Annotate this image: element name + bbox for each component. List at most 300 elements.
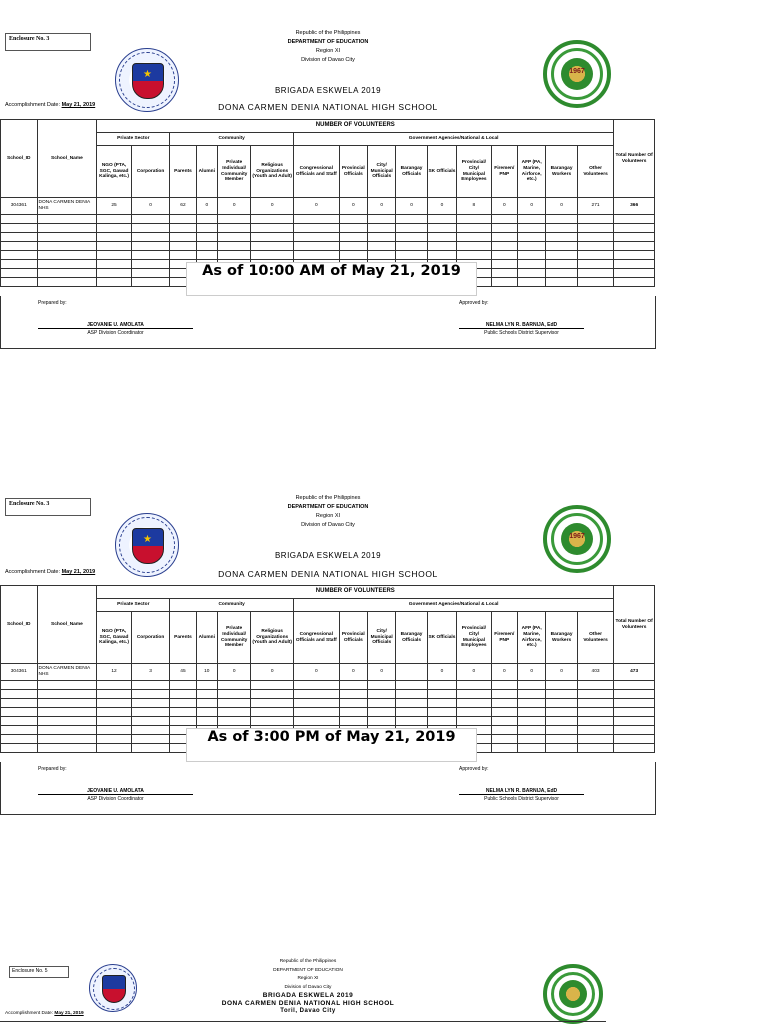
- cell-value: 0: [491, 198, 517, 215]
- seal-year: 1967: [569, 68, 585, 75]
- cell-value: 0: [517, 198, 545, 215]
- table-row: [1, 699, 655, 708]
- empty-cell: [196, 224, 217, 233]
- col-ngo: NGO (PTA, SGC, Gawad Kalinga, etc.): [97, 146, 131, 198]
- table-row: [1, 717, 655, 726]
- cell-value: 0: [491, 664, 517, 681]
- empty-cell: [293, 224, 339, 233]
- empty-cell: [614, 708, 655, 717]
- empty-cell: [517, 708, 545, 717]
- empty-cell: [131, 251, 170, 260]
- empty-cell: [293, 251, 339, 260]
- empty-cell: [170, 717, 196, 726]
- cell-value: 0: [427, 198, 456, 215]
- empty-cell: [491, 699, 517, 708]
- empty-cell: [217, 242, 250, 251]
- accomplishment-date: [5, 1011, 84, 1016]
- table-row: [1, 664, 655, 681]
- col-prov-emp: Provincial/ City/ Municipal Employees: [457, 146, 491, 198]
- empty-cell: [196, 699, 217, 708]
- acc-date-label: Accomplishment Date:: [5, 1011, 53, 1016]
- empty-cell: [131, 215, 170, 224]
- empty-cell: [37, 708, 97, 717]
- table-row: [1, 681, 655, 690]
- empty-cell: [97, 242, 131, 251]
- col-provincial: Provincial Officials: [339, 612, 367, 664]
- acc-date-label: Accomplishment Date:: [5, 102, 61, 108]
- school-title: DONA CARMEN DENIA NATIONAL HIGH SCHOOL: [218, 102, 438, 112]
- empty-cell: [37, 735, 97, 744]
- signature-footer: [0, 762, 656, 815]
- enclosure-label: Enclosure No. 3: [5, 33, 91, 51]
- empty-cell: [1, 251, 38, 260]
- table-row: [1, 708, 655, 717]
- empty-cell: [37, 744, 97, 753]
- col-firemen: Firemen/ PNP: [491, 146, 517, 198]
- cell-value: 0: [293, 198, 339, 215]
- empty-cell: [396, 717, 427, 726]
- col-school-name: School_Name: [37, 586, 97, 664]
- empty-cell: [196, 242, 217, 251]
- empty-cell: [457, 690, 491, 699]
- empty-cell: [396, 681, 427, 690]
- group-private: Private Sector: [97, 599, 170, 612]
- empty-cell: [293, 699, 339, 708]
- num-volunteers-heading: NUMBER OF VOLUNTEERS: [97, 586, 614, 599]
- empty-cell: [339, 242, 367, 251]
- acc-date-value: May 21, 2019: [54, 1011, 84, 1016]
- cell-value: 0: [251, 664, 294, 681]
- empty-cell: [427, 251, 456, 260]
- empty-cell: [97, 726, 131, 735]
- empty-cell: [546, 278, 577, 287]
- empty-cell: [517, 251, 545, 260]
- header-department: DEPARTMENT OF EDUCATION: [273, 967, 343, 973]
- col-total: Total Number Of Volunteers: [614, 586, 655, 664]
- empty-cell: [491, 735, 517, 744]
- empty-cell: [131, 269, 170, 278]
- empty-cell: [339, 717, 367, 726]
- empty-cell: [37, 215, 97, 224]
- empty-cell: [546, 726, 577, 735]
- empty-cell: [97, 681, 131, 690]
- empty-cell: [339, 699, 367, 708]
- empty-cell: [614, 699, 655, 708]
- empty-cell: [1, 726, 38, 735]
- empty-cell: [546, 681, 577, 690]
- empty-cell: [170, 708, 196, 717]
- cell-value: 473: [614, 664, 655, 681]
- acc-date-label: Accomplishment Date:: [5, 569, 61, 575]
- empty-cell: [37, 278, 97, 287]
- empty-cell: [396, 233, 427, 242]
- empty-cell: [614, 744, 655, 753]
- header-region: Region XI: [315, 513, 341, 519]
- empty-cell: [457, 681, 491, 690]
- empty-cell: [457, 699, 491, 708]
- preparer-name: JEOVANIE U. AMOLATA: [38, 322, 193, 329]
- empty-cell: [614, 269, 655, 278]
- school-address: Toril, Davao City: [280, 1008, 336, 1014]
- empty-cell: [293, 215, 339, 224]
- empty-cell: [367, 699, 395, 708]
- empty-cell: [367, 690, 395, 699]
- empty-cell: [217, 224, 250, 233]
- enclosure-label: Enclosure No. 3: [5, 498, 91, 516]
- empty-cell: [293, 717, 339, 726]
- empty-cell: [196, 717, 217, 726]
- empty-cell: [251, 690, 294, 699]
- empty-cell: [97, 744, 131, 753]
- empty-cell: [131, 242, 170, 251]
- prepared-by-label: Prepared by:: [38, 300, 67, 306]
- col-provincial: Provincial Officials: [339, 146, 367, 198]
- table-row: [1, 690, 655, 699]
- empty-cell: [577, 215, 614, 224]
- empty-cell: [427, 690, 456, 699]
- empty-cell: [457, 708, 491, 717]
- col-alumni: Alumni: [196, 146, 217, 198]
- empty-cell: [491, 690, 517, 699]
- header-department: DEPARTMENT OF EDUCATION: [287, 39, 369, 45]
- empty-cell: [491, 726, 517, 735]
- cell-value: 0: [457, 664, 491, 681]
- header-republic: Republic of the Philippines: [279, 959, 337, 964]
- empty-cell: [339, 215, 367, 224]
- col-congress: Congressional Officials and Staff: [293, 146, 339, 198]
- empty-cell: [577, 260, 614, 269]
- prepared-by-label: Prepared by:: [38, 766, 67, 772]
- group-community: Community: [170, 133, 294, 146]
- empty-cell: [37, 681, 97, 690]
- school-seal-icon: [543, 964, 603, 1024]
- empty-cell: [170, 215, 196, 224]
- approver-title: Public Schools District Supervisor: [484, 796, 559, 802]
- approver-title: Public Schools District Supervisor: [484, 330, 559, 336]
- empty-cell: [37, 690, 97, 699]
- group-community: Community: [170, 599, 294, 612]
- empty-cell: [1, 215, 38, 224]
- empty-cell: [396, 251, 427, 260]
- col-brgy-workers: Barangay Workers: [546, 612, 577, 664]
- empty-cell: [217, 690, 250, 699]
- empty-cell: [170, 242, 196, 251]
- approver-name: NELMA LYN R. BARNIJA, EdD: [459, 322, 584, 329]
- cell-value: 0: [517, 664, 545, 681]
- empty-cell: [614, 717, 655, 726]
- empty-cell: [251, 717, 294, 726]
- empty-cell: [577, 735, 614, 744]
- empty-cell: [396, 699, 427, 708]
- table-row: [1, 233, 655, 242]
- empty-cell: [491, 215, 517, 224]
- empty-cell: [491, 744, 517, 753]
- header-region: Region XI: [315, 48, 341, 54]
- empty-cell: [217, 233, 250, 242]
- empty-cell: [614, 260, 655, 269]
- empty-cell: [1, 717, 38, 726]
- empty-cell: [457, 224, 491, 233]
- empty-cell: [427, 708, 456, 717]
- empty-cell: [546, 242, 577, 251]
- empty-cell: [339, 690, 367, 699]
- school-seal-icon: [543, 40, 611, 108]
- empty-cell: [396, 224, 427, 233]
- empty-cell: [293, 708, 339, 717]
- empty-cell: [1, 269, 38, 278]
- empty-cell: [427, 233, 456, 242]
- col-sk: SK Officials: [427, 146, 456, 198]
- cell-school-name: DONA CARMEN DENIA NHS: [37, 664, 97, 681]
- empty-cell: [546, 269, 577, 278]
- empty-cell: [97, 708, 131, 717]
- header-division: Division of Davao City: [284, 984, 332, 990]
- empty-cell: [217, 681, 250, 690]
- empty-cell: [131, 260, 170, 269]
- empty-cell: [396, 242, 427, 251]
- empty-cell: [293, 242, 339, 251]
- empty-cell: [37, 233, 97, 242]
- empty-cell: [546, 251, 577, 260]
- empty-cell: [396, 690, 427, 699]
- approved-by-label: Approved by:: [459, 300, 489, 306]
- empty-cell: [97, 233, 131, 242]
- empty-cell: [131, 744, 170, 753]
- cell-value: 10: [196, 664, 217, 681]
- cell-school-name: DONA CARMEN DENIA NHS: [37, 198, 97, 215]
- cell-value: 0: [546, 664, 577, 681]
- empty-cell: [614, 242, 655, 251]
- empty-cell: [546, 717, 577, 726]
- empty-cell: [546, 224, 577, 233]
- empty-cell: [131, 278, 170, 287]
- empty-cell: [217, 708, 250, 717]
- empty-cell: [196, 251, 217, 260]
- cell-value: 0: [131, 198, 170, 215]
- empty-cell: [367, 251, 395, 260]
- cell-value: 0: [293, 664, 339, 681]
- empty-cell: [37, 726, 97, 735]
- empty-cell: [97, 269, 131, 278]
- col-brgy-workers: Barangay Workers: [546, 146, 577, 198]
- col-afp: AFP (PA, Marine, Airforce, etc.): [517, 612, 545, 664]
- empty-cell: [1, 681, 38, 690]
- empty-cell: [97, 690, 131, 699]
- cell-value: 0: [251, 198, 294, 215]
- empty-cell: [546, 744, 577, 753]
- cell-value: 0: [396, 198, 427, 215]
- cell-value: 12: [97, 664, 131, 681]
- empty-cell: [577, 717, 614, 726]
- col-congress: Congressional Officials and Staff: [293, 612, 339, 664]
- empty-cell: [1, 735, 38, 744]
- empty-cell: [1, 699, 38, 708]
- empty-cell: [367, 717, 395, 726]
- empty-cell: [491, 708, 517, 717]
- empty-cell: [217, 215, 250, 224]
- cell-value: 0: [217, 198, 250, 215]
- empty-cell: [546, 690, 577, 699]
- cell-value: 403: [577, 664, 614, 681]
- acc-date-value: May 21, 2019: [61, 569, 96, 575]
- empty-cell: [37, 717, 97, 726]
- header-region: Region XI: [297, 976, 319, 981]
- empty-cell: [614, 251, 655, 260]
- empty-cell: [517, 690, 545, 699]
- empty-cell: [196, 681, 217, 690]
- empty-cell: [97, 260, 131, 269]
- cell-value: 0: [367, 198, 395, 215]
- col-corp: Corporation: [131, 146, 170, 198]
- empty-cell: [170, 690, 196, 699]
- empty-cell: [367, 233, 395, 242]
- form-title: BRIGADA ESKWELA 2019: [274, 86, 382, 95]
- empty-cell: [339, 251, 367, 260]
- empty-cell: [37, 269, 97, 278]
- table-row: [1, 215, 655, 224]
- empty-cell: [491, 224, 517, 233]
- empty-cell: [131, 681, 170, 690]
- empty-cell: [577, 726, 614, 735]
- col-city: City/ Municipal Officials: [367, 146, 395, 198]
- empty-cell: [131, 224, 170, 233]
- empty-cell: [577, 251, 614, 260]
- empty-cell: [37, 251, 97, 260]
- empty-cell: [170, 224, 196, 233]
- num-volunteers-heading: NUMBER OF VOLUNTEERS: [97, 120, 614, 133]
- approved-by-label: Approved by:: [459, 766, 489, 772]
- cell-value: 0: [546, 198, 577, 215]
- empty-cell: [491, 260, 517, 269]
- empty-cell: [457, 215, 491, 224]
- header-division: Division of Davao City: [301, 522, 355, 528]
- empty-cell: [97, 224, 131, 233]
- col-parents: Parents: [170, 612, 196, 664]
- empty-cell: [517, 735, 545, 744]
- empty-cell: [97, 699, 131, 708]
- empty-cell: [517, 224, 545, 233]
- empty-cell: [1, 690, 38, 699]
- empty-cell: [170, 699, 196, 708]
- cell-value: 45: [170, 664, 196, 681]
- empty-cell: [427, 224, 456, 233]
- empty-cell: [577, 681, 614, 690]
- school-seal-icon: [543, 505, 611, 573]
- empty-cell: [339, 224, 367, 233]
- empty-cell: [37, 260, 97, 269]
- empty-cell: [517, 269, 545, 278]
- empty-cell: [196, 708, 217, 717]
- col-other: Other Volunteers: [577, 612, 614, 664]
- empty-cell: [457, 233, 491, 242]
- empty-cell: [546, 699, 577, 708]
- group-govt: Government Agencies/National & Local: [293, 599, 613, 612]
- empty-cell: [577, 699, 614, 708]
- cell-value: 25: [97, 198, 131, 215]
- empty-cell: [97, 735, 131, 744]
- form-title: BRIGADA ESKWELA 2019: [274, 551, 382, 560]
- empty-cell: [396, 215, 427, 224]
- empty-cell: [491, 681, 517, 690]
- empty-cell: [251, 224, 294, 233]
- signature-footer: [0, 296, 656, 349]
- empty-cell: [577, 690, 614, 699]
- empty-cell: [577, 242, 614, 251]
- empty-cell: [97, 278, 131, 287]
- empty-cell: [131, 233, 170, 242]
- school-title: DONA CARMEN DENIA NATIONAL HIGH SCHOOL: [221, 1000, 395, 1007]
- cell-value: 0: [339, 664, 367, 681]
- empty-cell: [517, 233, 545, 242]
- cell-value: 3: [131, 664, 170, 681]
- empty-cell: [614, 278, 655, 287]
- header-republic: Republic of the Philippines: [295, 495, 361, 501]
- empty-cell: [614, 735, 655, 744]
- empty-cell: [517, 726, 545, 735]
- empty-cell: [97, 717, 131, 726]
- group-private: Private Sector: [97, 133, 170, 146]
- cell-value: 366: [614, 198, 655, 215]
- empty-cell: [131, 699, 170, 708]
- empty-cell: [517, 242, 545, 251]
- col-corp: Corporation: [131, 612, 170, 664]
- header-republic: Republic of the Philippines: [295, 30, 361, 36]
- seal-year: 1967: [569, 533, 585, 540]
- empty-cell: [614, 233, 655, 242]
- empty-cell: [1, 744, 38, 753]
- empty-cell: [97, 215, 131, 224]
- empty-cell: [97, 251, 131, 260]
- empty-cell: [577, 224, 614, 233]
- empty-cell: [251, 699, 294, 708]
- col-school-name: School_Name: [37, 120, 97, 198]
- col-school-id: School_ID: [1, 586, 38, 664]
- col-religious: Religious Organizations (Youth and Adult): [251, 146, 294, 198]
- empty-cell: [427, 699, 456, 708]
- form-title: BRIGADA ESKWELA 2019: [262, 992, 354, 999]
- col-religious: Religious Organizations (Youth and Adult): [251, 612, 294, 664]
- empty-cell: [131, 690, 170, 699]
- empty-cell: [37, 242, 97, 251]
- empty-cell: [217, 251, 250, 260]
- table-top-edge: [0, 1021, 606, 1025]
- empty-cell: [517, 699, 545, 708]
- cell-school-id: 304361: [1, 198, 38, 215]
- empty-cell: [367, 242, 395, 251]
- empty-cell: [491, 278, 517, 287]
- cell-value: 0: [217, 664, 250, 681]
- table-row: [1, 198, 655, 215]
- cell-school-id: 304361: [1, 664, 38, 681]
- header-division: Division of Davao City: [301, 57, 355, 63]
- empty-cell: [131, 735, 170, 744]
- empty-cell: [251, 215, 294, 224]
- deped-seal-icon: ★: [115, 48, 179, 112]
- empty-cell: [251, 681, 294, 690]
- empty-cell: [614, 215, 655, 224]
- cell-value: 0: [196, 198, 217, 215]
- empty-cell: [491, 233, 517, 242]
- empty-cell: [427, 681, 456, 690]
- empty-cell: [293, 690, 339, 699]
- acc-date-value: May 21, 2019: [61, 102, 96, 108]
- col-prov-emp: Provincial/ City/ Municipal Employees: [457, 612, 491, 664]
- empty-cell: [491, 242, 517, 251]
- empty-cell: [131, 717, 170, 726]
- table-row: [1, 224, 655, 233]
- empty-cell: [37, 224, 97, 233]
- empty-cell: [517, 260, 545, 269]
